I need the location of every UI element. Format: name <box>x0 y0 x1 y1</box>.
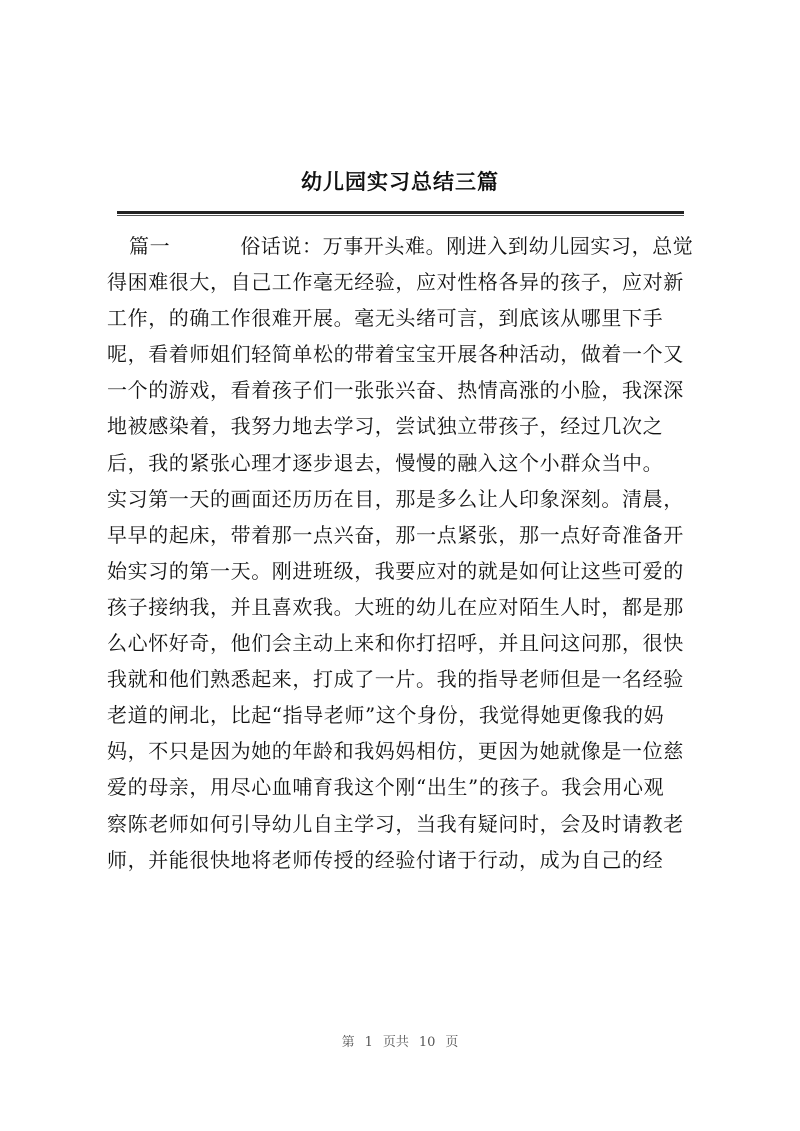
body-line <box>107 228 697 264</box>
page-total: 10 <box>418 1035 436 1050</box>
body-line: 么心怀好奇，他们会主动上来和你打招呼，并且问这问那，很快 <box>107 631 684 656</box>
body-line: 呢，看着师姐们轻简单松的带着宝宝开展各种活动，做着一个又 <box>107 342 684 367</box>
footer-middle: 页共 <box>382 1035 409 1050</box>
document-title: 幼儿园实习总结三篇 <box>301 170 499 194</box>
body-line: 得困难很大，自己工作毫无经验，应对性格各异的孩子，应对新 <box>107 270 684 295</box>
body-line: 老道的闸北，比起“指导老师”这个身份，我觉得她更像我的妈 <box>107 703 665 728</box>
footer-suffix: 页 <box>445 1035 459 1050</box>
body-line: 工作，的确工作很难开展。毫无头绪可言，到底该从哪里下手 <box>107 306 664 331</box>
section-label: 篇一 <box>129 234 171 258</box>
body-line: 孩子接纳我，并且喜欢我。大班的幼儿在应对陌生人时，都是那 <box>107 594 684 619</box>
body-line: 我就和他们熟悉起来，打成了一片。我的指导老师但是一名经验 <box>107 667 684 692</box>
page-number: 1 <box>364 1035 373 1050</box>
body-line: 妈，不只是因为她的年龄和我妈妈相仿，更因为她就像是一位慈 <box>107 739 684 764</box>
footer-prefix: 第 <box>341 1035 355 1050</box>
title-divider-thick <box>117 211 684 214</box>
body-line: 爱的母亲，用尽心血哺育我这个刚“出生”的孩子。我会用心观 <box>107 775 665 800</box>
title-divider-thin <box>117 215 684 216</box>
body-line: 地被感染着，我努力地去学习，尝试独立带孩子，经过几次之 <box>107 414 664 439</box>
body-line: 后，我的紧张心理才逐步退去，慢慢的融入这个小群众当中。 <box>107 450 664 475</box>
body-line: 实习第一天的画面还历历在目，那是多么让人印象深刻。清晨， <box>107 486 684 511</box>
body-line: 早早的起床，带着那一点兴奋，那一点紧张，那一点好奇准备开 <box>107 522 684 547</box>
body-line: 师，并能很快地将老师传授的经验付诸于行动，成为自己的经 <box>107 847 664 872</box>
body-line-text: 俗话说：万事开头难。刚进入到幼儿园实习，总觉 <box>240 234 694 258</box>
body-line: 一个的游戏，看着孩子们一张张兴奋、热情高涨的小脸，我深深 <box>107 378 684 403</box>
document-body <box>107 228 697 878</box>
body-line: 察陈老师如何引导幼儿自主学习，当我有疑问时，会及时请教老 <box>107 811 684 836</box>
body-line: 始实习的第一天。刚进班级，我要应对的就是如何让这些可爱的 <box>107 558 684 583</box>
page-footer <box>0 1031 800 1050</box>
